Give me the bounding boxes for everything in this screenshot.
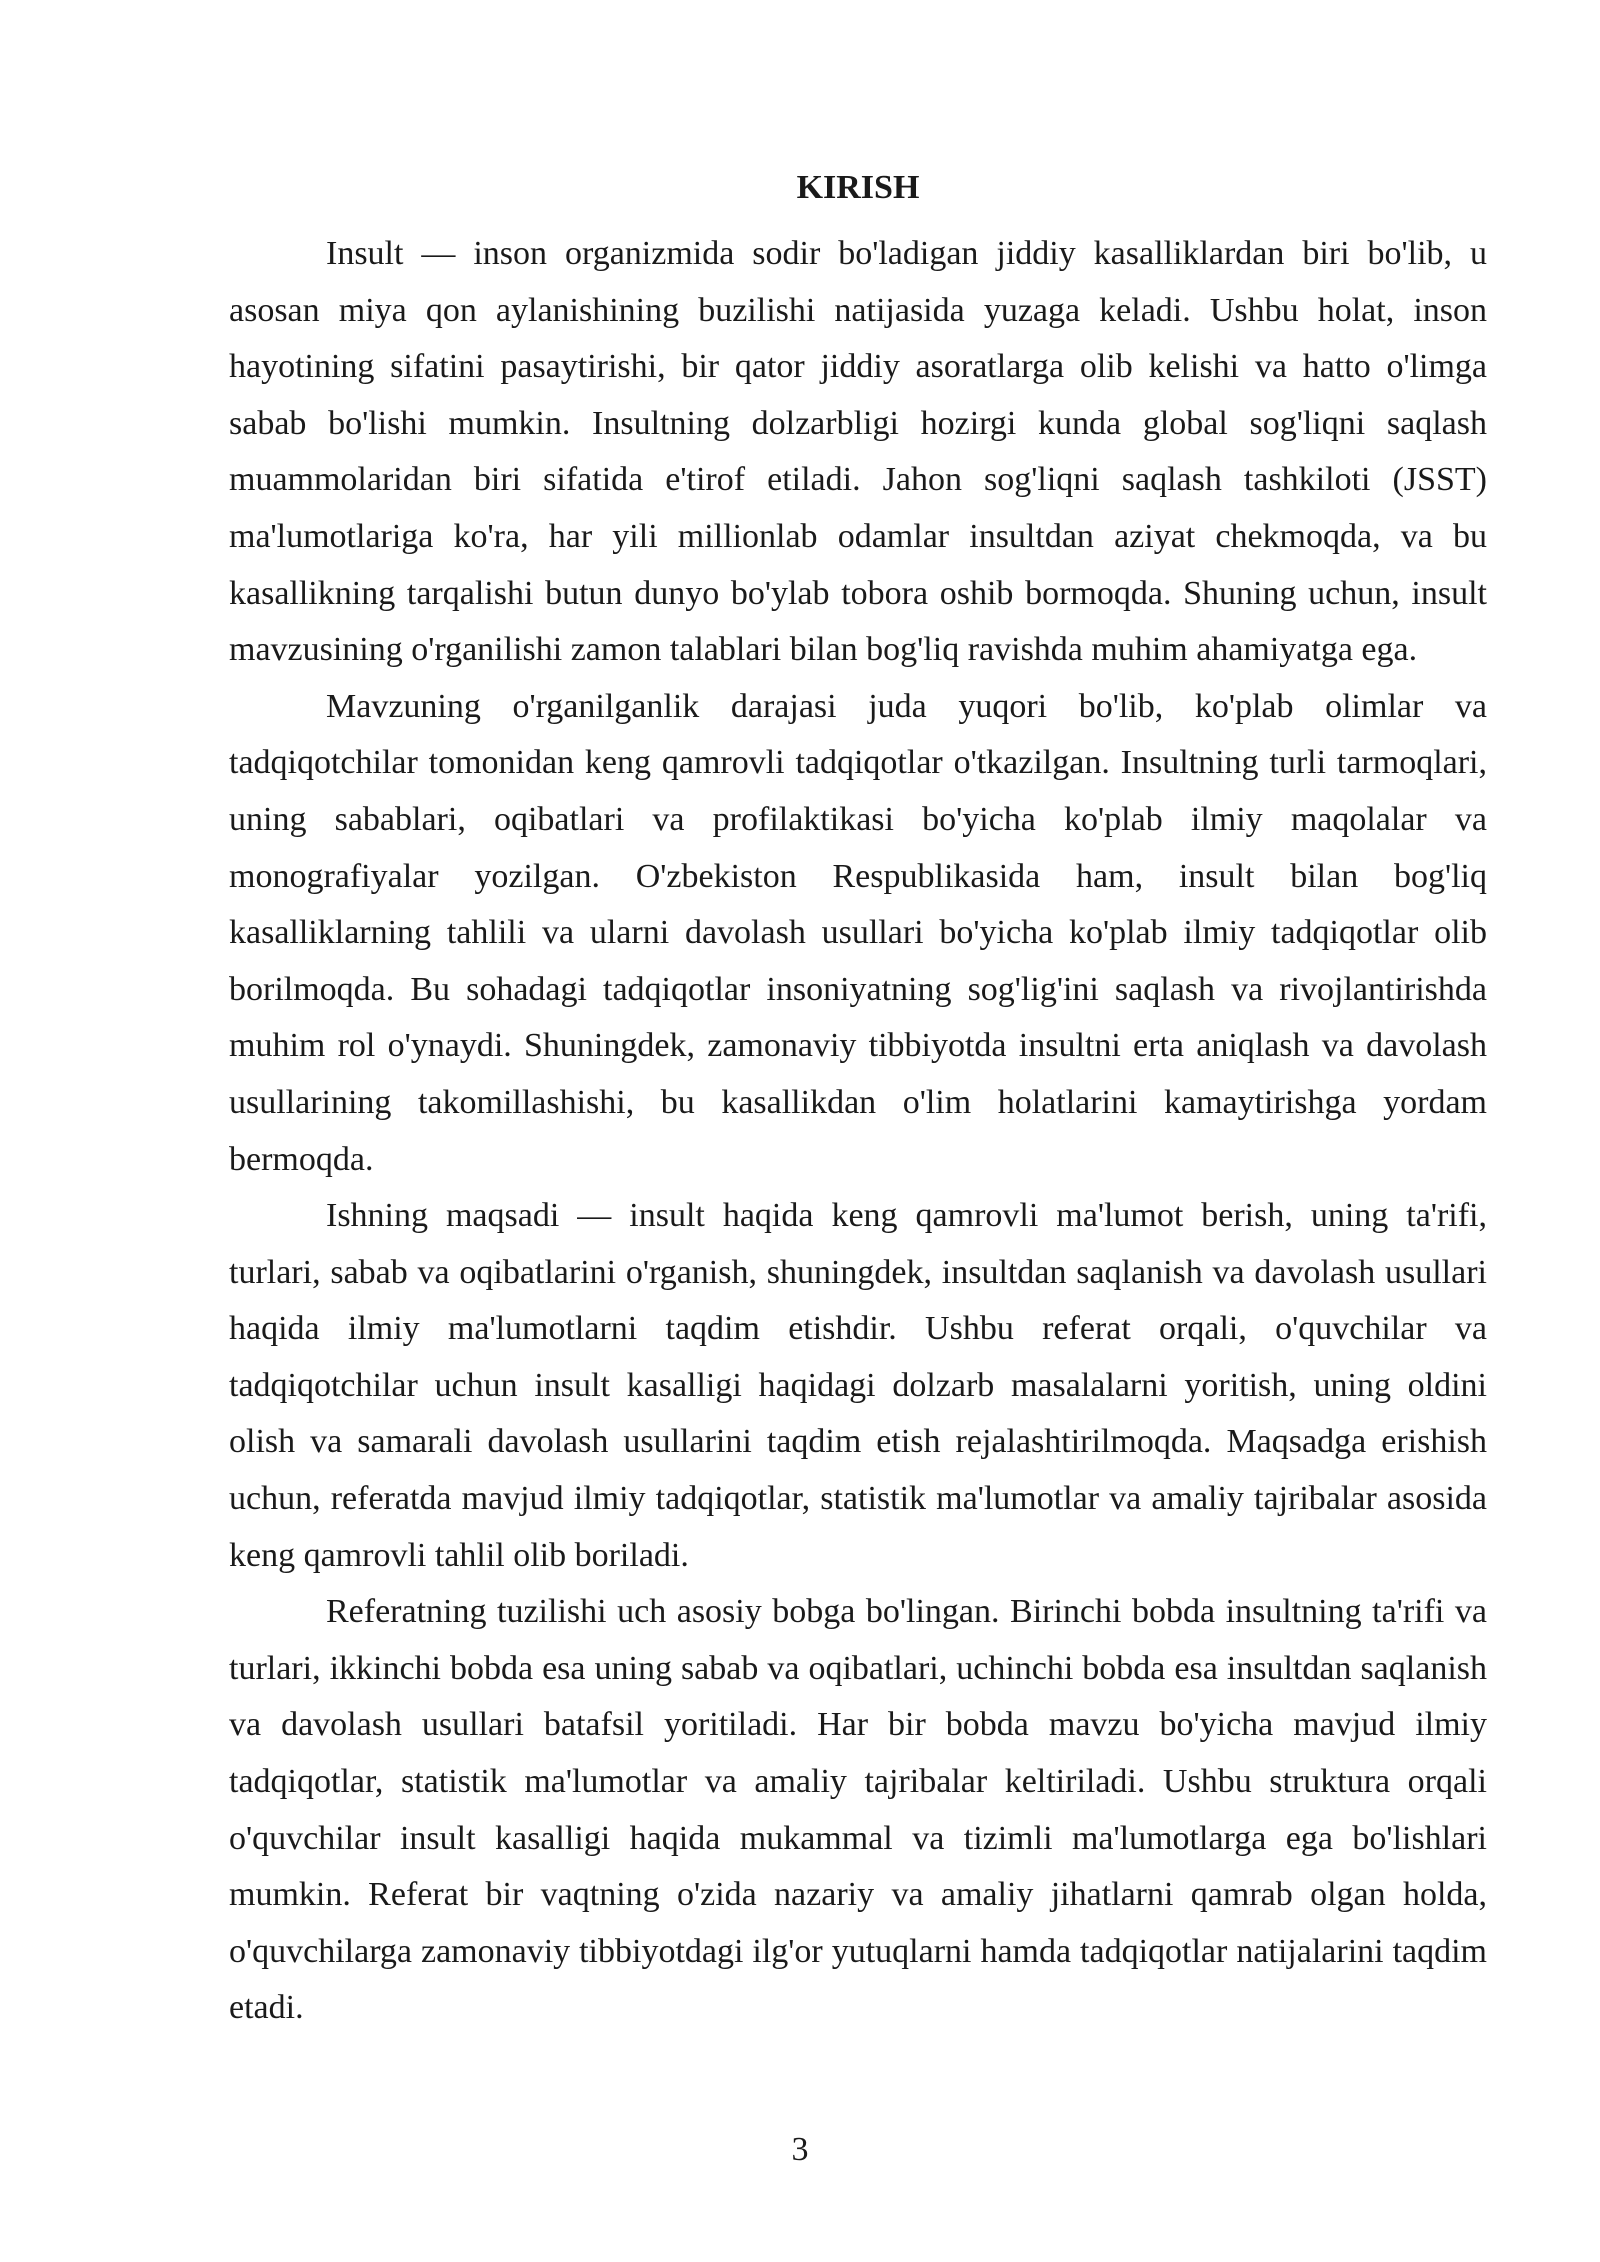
paragraph-research-level: Mavzuning o'rganilganlik darajasi juda yuqori bo'lib, ko'plab olimlar va tadqiqotchilar tomonidan keng qamrovli tadqiqotlar o'tkazilgan. Insultning turli tarmoqlari, uning sabablari, oqibatlari va profilaktikasi bo'yicha ko'plab ilmiy maqolalar va monografiyalar yozilgan. O'zbekiston Respublikasida ham, insult bilan bog'liq kasalliklarning tahlili va ularni davolash usullari bo'yicha ko'plab ilmiy tadqiqotlar olib borilmoqda. Bu sohadagi tadqiqotlar insoniyatning sog'lig'ini saqlash va rivojlantirishda muhim rol o'ynaydi. Shuningdek, zamonaviy tibbiyotda insultni erta aniqlash va davolash usullarining takomillashishi, bu kasallikdan o'lim holatlarini kamaytirishga yordam bermoqda. [229, 687, 1487, 1178]
paragraph-structure: Referatning tuzilishi uch asosiy bobga bo'lingan. Birinchi bobda insultning ta'rifi va turlari, ikkinchi bobda esa uning sabab va oqibatlari, uchinchi bobda esa insultdan saqlanish va davolash usullari batafsil yoritiladi. Har bir bobda mavzu bo'yicha mavjud ilmiy tadqiqotlar, statistik ma'lumotlar va amaliy tajribalar keltiriladi. Ushbu struktura orqali o'quvchilar insult kasalligi haqida mukammal va tizimli ma'lumotlarga ega bo'lishlari mumkin. Referat bir vaqtning o'zida nazariy va amaliy jihatlarni qamrab olgan holda, o'quvchilarga zamonaviy tibbiyotdagi ilg'or yutuqlarni hamda tadqiqotlar natijalarini taqdim etadi. [229, 1593, 1487, 2027]
paragraph-goal: Ishning maqsadi — insult haqida keng qamrovli ma'lumot berish, uning ta'rifi, turlari, sabab va oqibatlarini o'rganish, shuningdek, insultdan saqlanish va davolash usullari haqida ilmiy ma'lumotlarni taqdim etishdir. Ushbu referat orqali, o'quvchilar va tadqiqotchilar uchun insult kasalligi haqidagi dolzarb masalalarni yoritish, uning oldini olish va samarali davolash usullarini taqdim etish rejalashtirilmoqda. Maqsadga erishish uchun, referatda mavjud ilmiy tadqiqotlar, statistik ma'lumotlar va amaliy tajribalar asosida keng qamrovli tahlil olib boriladi. [229, 1197, 1487, 1574]
section-heading: KIRISH [796, 169, 920, 206]
paragraph-introduction: Insult — inson organizmida sodir bo'ladigan jiddiy kasalliklardan biri bo'lib, u asosan miya qon aylanishining buzilishi natijasida yuzaga keladi. Ushbu holat, inson hayotining sifatini pasaytirishi, bir qator jiddiy asoratlarga olib kelishi va hatto o'limga sabab bo'lishi mumkin. Insultning dolzarbligi hozirgi kunda global sog'liqni saqlash muammolaridan biri sifatida e'tirof etiladi. Jahon sog'liqni saqlash tashkiloti (JSST) ma'lumotlariga ko'ra, har yili millionlab odamlar insultdan aziyat chekmoqda, va bu kasallikning tarqalishi butun dunyo bo'ylab tobora oshib bormoqda. Shuning uchun, insult mavzusining o'rganilishi zamon talablari bilan bog'liq ravishda muhim ahamiyatga ega. [229, 235, 1487, 669]
page-number: 3 [791, 2131, 809, 2168]
page-content [229, 160, 1487, 2037]
